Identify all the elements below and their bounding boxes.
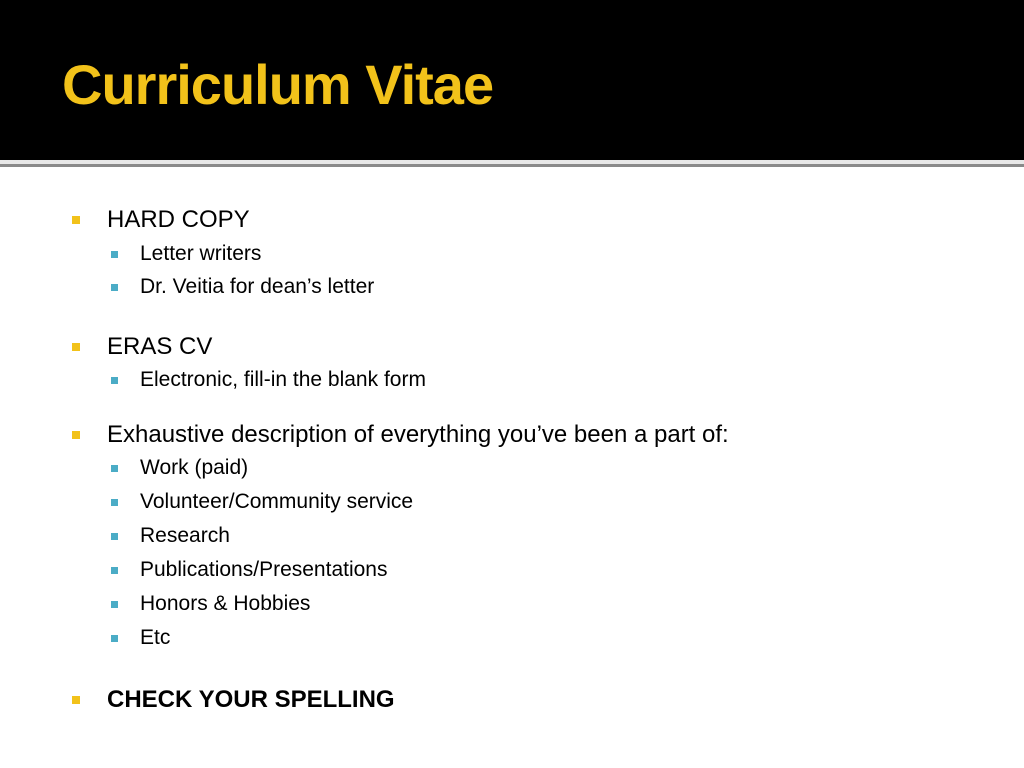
square-bullet-icon [72, 343, 80, 351]
square-bullet-icon [111, 377, 118, 384]
square-bullet-icon [111, 499, 118, 506]
square-bullet-icon [111, 533, 118, 540]
square-bullet-icon [72, 431, 80, 439]
bullet-exhaustive-description: Exhaustive description of everything you’ve been a part of: [107, 421, 729, 448]
square-bullet-icon [72, 216, 80, 224]
square-bullet-icon [111, 284, 118, 291]
square-bullet-icon [111, 635, 118, 642]
sub-bullet: Publications/Presentations [140, 558, 388, 581]
slide-title: Curriculum Vitae [62, 53, 494, 116]
sub-bullet: Research [140, 524, 230, 547]
square-bullet-icon [111, 251, 118, 258]
sub-bullet: Volunteer/Community service [140, 490, 414, 513]
bullet-check-spelling: CHECK YOUR SPELLING [107, 686, 395, 713]
sub-bullet: Letter writers [140, 242, 262, 265]
sub-bullet: Etc [140, 626, 171, 649]
square-bullet-icon [111, 465, 118, 472]
sub-bullet: Honors & Hobbies [140, 592, 311, 615]
sub-bullet: Electronic, fill-in the blank form [140, 368, 426, 391]
square-bullet-icon [72, 696, 80, 704]
sub-bullet: Work (paid) [140, 456, 249, 479]
sub-bullet: Dr. Veitia for dean’s letter [140, 275, 375, 298]
bullet-hard-copy: HARD COPY [107, 206, 250, 233]
square-bullet-icon [111, 567, 118, 574]
bullet-eras-cv: ERAS CV [107, 333, 213, 360]
square-bullet-icon [111, 601, 118, 608]
